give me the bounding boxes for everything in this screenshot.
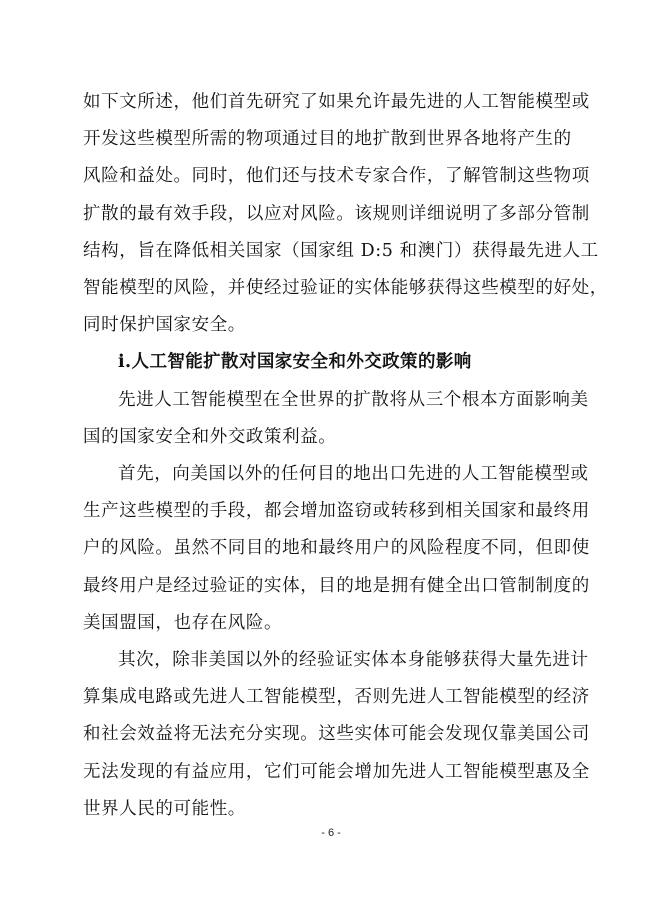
text-line: 生产这些模型的手段，都会增加盗窃或转移到相关国家和最终用 <box>83 501 590 522</box>
text-line: 美国盟国，也存在风险。 <box>83 612 283 633</box>
text-line: 算集成电路或先进人工智能模型，否则先进人工智能模型的经济 <box>83 687 590 708</box>
text-line: 无法发现的有益应用，它们可能会增加先进人工智能模型惠及全 <box>83 761 590 782</box>
text-line: 国的国家安全和外交政策利益。 <box>83 426 337 447</box>
text-line: 智能模型的风险，并使经过验证的实体能够获得这些模型的好处， <box>83 278 608 298</box>
text-line: 扩散的最有效手段，以应对风险。该规则详细说明了多部分管制 <box>83 203 590 224</box>
page-number: - 6 - <box>321 827 341 839</box>
section-heading: i.人工智能扩散对国家安全和外交政策的影响 <box>118 352 472 373</box>
text-line: 其次，除非美国以外的经验证实体本身能够获得大量先进计 <box>118 650 589 670</box>
text-line: 最终用户是经过验证的实体，目的地是拥有健全出口管制制度的 <box>83 575 590 596</box>
text-line: 结构，旨在降低相关国家（国家组 D:5 和澳门）获得最先进人工 <box>83 240 599 261</box>
text-line: 世界人民的可能性。 <box>83 798 246 819</box>
text-line: 开发这些模型所需的物项通过目的地扩散到世界各地将产生的 <box>83 129 572 150</box>
text-line: 户的风险。虽然不同目的地和最终用户的风险程度不同，但即使 <box>83 538 590 559</box>
text-line: 如下文所述，他们首先研究了如果允许最先进的人工智能模型或 <box>83 92 590 112</box>
text-line: 先进人工智能模型在全世界的扩散将从三个根本方面影响美 <box>118 389 589 410</box>
text-line: 风险和益处。同时，他们还与技术专家合作，了解管制这些物项 <box>83 166 590 187</box>
text-line: 同时保护国家安全。 <box>83 315 246 336</box>
text-line: 和社会效益将无法充分实现。这些实体可能会发现仅靠美国公司 <box>83 724 590 745</box>
text-line: 首先，向美国以外的任何目的地出口先进的人工智能模型或 <box>118 464 589 484</box>
